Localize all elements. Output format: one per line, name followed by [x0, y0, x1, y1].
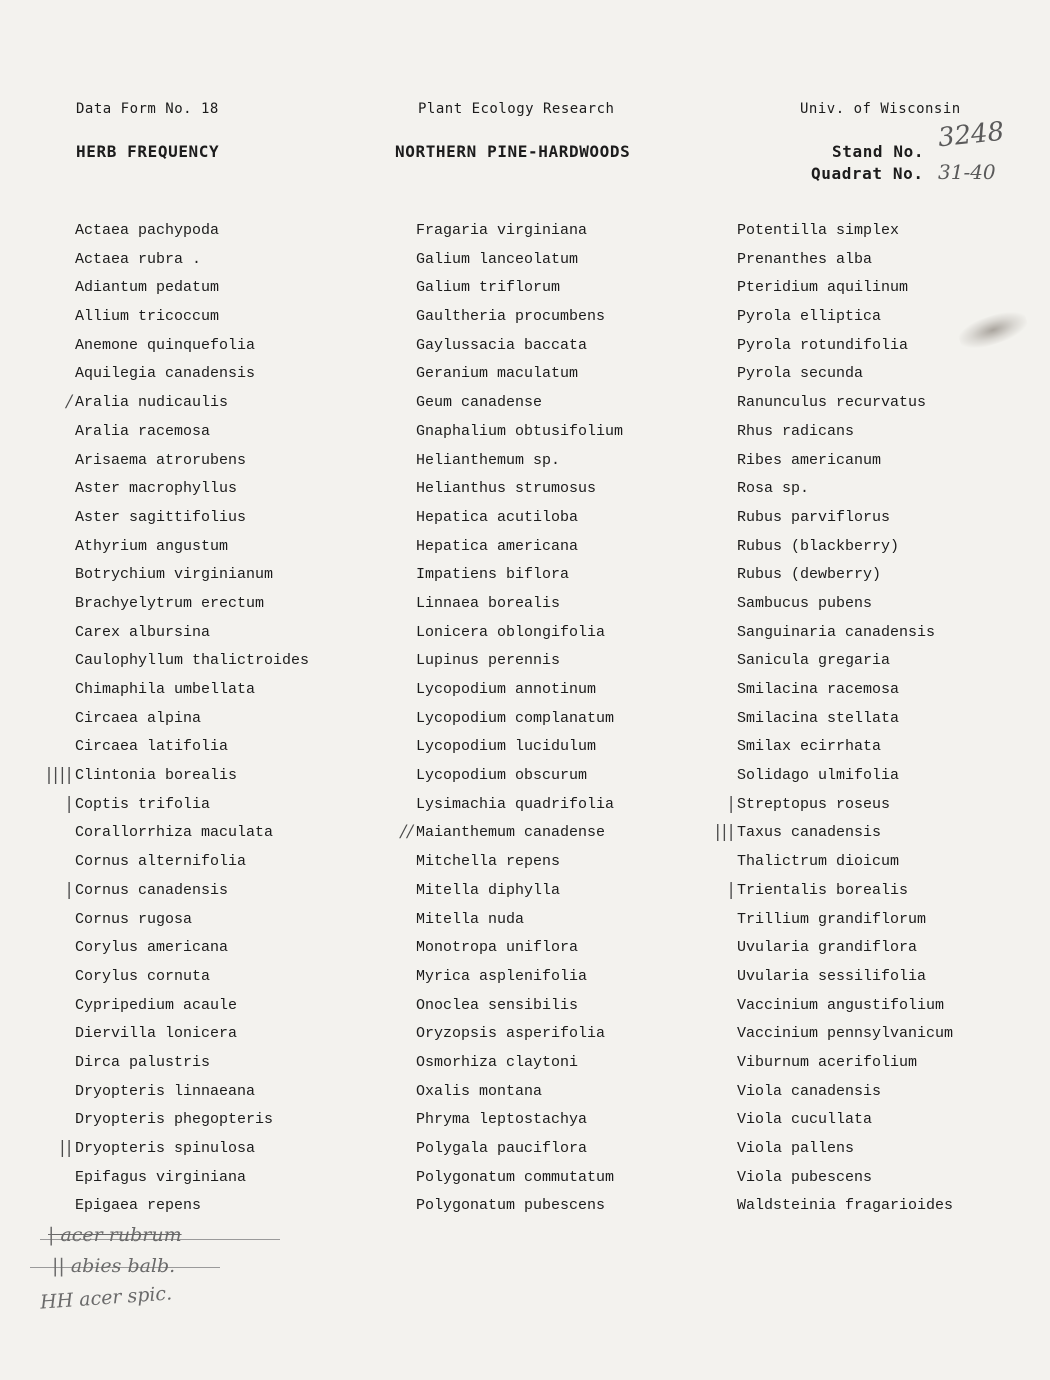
species-row — [75, 1168, 309, 1197]
species-row — [416, 364, 623, 393]
species-name: Anemone quinquefolia — [75, 336, 256, 354]
tally-mark: | — [66, 879, 73, 900]
species-row — [416, 336, 623, 365]
species-row — [416, 221, 623, 250]
species-row — [737, 1082, 953, 1111]
species-name: Thalictrum dioicum — [737, 853, 900, 871]
species-name: Onoclea sensibilis — [416, 996, 579, 1014]
species-row — [75, 910, 309, 939]
species-row — [737, 1024, 953, 1053]
species-row — [75, 1196, 309, 1225]
species-row — [737, 594, 953, 623]
species-name: Viola cucullata — [737, 1111, 873, 1129]
species-column-1 — [46, 221, 310, 1225]
species-row — [416, 250, 623, 279]
species-row — [737, 737, 953, 766]
species-row — [416, 938, 623, 967]
species-column-2 — [400, 221, 624, 1225]
species-row — [737, 996, 953, 1025]
species-name: Cypripedium acaule — [75, 996, 238, 1014]
species-name: Dryopteris spinulosa — [75, 1140, 256, 1157]
species-row — [75, 537, 309, 566]
species-name: Coptis trifolia — [75, 795, 211, 813]
species-name: Geum canadense — [416, 394, 543, 412]
species-name: Polygala pauciflora — [416, 1140, 588, 1157]
species-row — [75, 1082, 309, 1111]
species-row — [75, 709, 309, 738]
tally-mark: |||| — [46, 765, 73, 786]
species-name: Lupinus perennis — [416, 652, 561, 670]
species-name: Corallorrhiza maculata — [75, 824, 274, 842]
tally-mark: | — [728, 793, 735, 814]
species-row — [737, 537, 953, 566]
species-name: Mitchella repens — [416, 853, 561, 871]
species-name: Smilacina stellata — [737, 709, 900, 727]
species-name: Clintonia borealis — [75, 767, 238, 785]
species-row — [416, 1139, 623, 1168]
species-row — [75, 680, 309, 709]
species-name: Maianthemum canadense — [416, 824, 606, 842]
stand-number-label: Stand No. — [832, 142, 925, 161]
species-row — [737, 680, 953, 709]
species-name: Actaea rubra . — [75, 250, 202, 268]
species-name: Lysimachia quadrifolia — [416, 795, 615, 813]
species-row — [737, 422, 953, 451]
species-name: Rubus parviflorus — [737, 508, 891, 526]
species-name: Osmorhiza claytoni — [416, 1053, 579, 1071]
species-name: Gnaphalium obtusifolium — [416, 422, 624, 440]
paper-smudge — [955, 306, 1030, 354]
species-row — [66, 392, 309, 422]
species-name: Corylus americana — [75, 939, 229, 957]
species-name: Vaccinium pennsylvanicum — [737, 1025, 954, 1043]
species-row — [75, 1024, 309, 1053]
species-name: Viola canadensis — [737, 1082, 882, 1100]
species-name: Prenanthes alba — [737, 250, 873, 268]
species-name: Waldsteinia fragarioides — [737, 1197, 954, 1215]
species-row — [737, 336, 953, 365]
species-row — [416, 795, 623, 824]
species-row — [737, 910, 953, 939]
species-name: Polygonatum commutatum — [416, 1168, 615, 1186]
species-row — [416, 508, 623, 537]
species-row — [75, 422, 309, 451]
species-row — [416, 996, 623, 1025]
tally-mark: || — [59, 1138, 73, 1158]
species-name: Dryopteris linnaeana — [75, 1082, 256, 1100]
species-name: Vaccinium angustifolium — [737, 996, 945, 1014]
species-name: Arisaema atrorubens — [75, 451, 247, 469]
species-name: Rosa sp. — [737, 480, 810, 498]
species-name: Aralia racemosa — [75, 422, 211, 440]
species-row — [416, 1082, 623, 1111]
species-row — [416, 1110, 623, 1139]
species-row — [75, 278, 309, 307]
species-row — [714, 822, 953, 852]
community-type: NORTHERN PINE-HARDWOODS — [395, 142, 631, 161]
species-name: Rubus (blackberry) — [737, 537, 900, 555]
species-name: Rubus (dewberry) — [737, 566, 882, 584]
species-name: Carex albursina — [75, 623, 211, 641]
organization-name: Plant Ecology Research — [418, 101, 615, 117]
species-row — [737, 852, 953, 881]
species-row — [66, 793, 309, 824]
species-name: Athyrium angustum — [75, 537, 229, 555]
species-row — [737, 938, 953, 967]
species-name: Hepatica acutiloba — [416, 508, 579, 526]
species-row — [75, 364, 309, 393]
species-name: Gaylussacia baccata — [416, 336, 588, 354]
species-name: Geranium maculatum — [416, 365, 579, 383]
species-name: Pyrola elliptica — [737, 308, 882, 326]
species-name: Viola pubescens — [737, 1168, 873, 1186]
species-row — [737, 307, 953, 336]
species-name: Gaultheria procumbens — [416, 308, 606, 326]
species-name: Rhus radicans — [737, 422, 855, 440]
species-row — [46, 765, 309, 795]
species-row — [75, 996, 309, 1025]
species-row — [416, 737, 623, 766]
species-row — [416, 680, 623, 709]
species-name: Oryzopsis asperifolia — [416, 1025, 606, 1043]
species-name: Pyrola rotundifolia — [737, 336, 909, 354]
species-row — [737, 1110, 953, 1139]
species-name: Dirca palustris — [75, 1053, 211, 1071]
tally-mark: ||| — [714, 822, 735, 843]
species-row — [66, 879, 309, 910]
species-row — [75, 451, 309, 480]
species-row — [416, 479, 623, 508]
species-row — [416, 565, 623, 594]
species-row — [75, 221, 309, 250]
species-name: Myrica asplenifolia — [416, 967, 588, 985]
species-row — [416, 1024, 623, 1053]
species-row — [416, 852, 623, 881]
species-name: Smilacina racemosa — [737, 681, 900, 698]
species-name: Caulophyllum thalictroides — [75, 652, 310, 670]
species-name: Aster macrophyllus — [75, 480, 238, 498]
species-row — [737, 1053, 953, 1082]
species-name: Lonicera oblongifolia — [416, 623, 606, 641]
species-name: Corylus cornuta — [75, 967, 211, 985]
tally-mark: | — [66, 793, 73, 814]
species-name: Mitella diphylla — [416, 881, 561, 899]
species-row — [75, 508, 309, 537]
species-name: Aster sagittifolius — [75, 508, 247, 526]
species-name: Botrychium virginianum — [75, 566, 274, 584]
species-name: Smilax ecirrhata — [737, 738, 882, 756]
species-row — [75, 938, 309, 967]
species-row — [75, 565, 309, 594]
species-row — [737, 1196, 953, 1225]
species-name: Pyrola secunda — [737, 365, 864, 383]
species-name: Cornus canadensis — [75, 881, 229, 899]
species-name: Lycopodium complanatum — [416, 709, 615, 727]
species-row — [416, 910, 623, 939]
species-name: Polygonatum pubescens — [416, 1197, 606, 1215]
species-row — [737, 451, 953, 480]
species-row — [75, 737, 309, 766]
species-name: Galium lanceolatum — [416, 250, 579, 268]
species-name: Adiantum pedatum — [75, 279, 220, 297]
species-name: Monotropa uniflora — [416, 939, 579, 957]
species-row — [737, 1168, 953, 1197]
species-name: Allium tricoccum — [75, 308, 220, 326]
species-name: Uvularia sessilifolia — [737, 967, 927, 985]
species-row — [416, 1196, 623, 1225]
species-row — [737, 1139, 953, 1168]
species-row — [737, 479, 953, 508]
species-name: Actaea pachypoda — [75, 222, 220, 239]
species-row — [737, 508, 953, 537]
tally-mark: // — [400, 822, 414, 843]
species-name: Circaea latifolia — [75, 738, 229, 756]
species-row — [728, 879, 953, 910]
species-row — [737, 221, 953, 250]
species-row — [416, 278, 623, 307]
species-row — [75, 967, 309, 996]
stand-number-value: 3248 — [936, 116, 1006, 154]
tally-mark: | — [728, 879, 735, 900]
species-row — [728, 793, 953, 824]
species-name: Viburnum acerifolium — [737, 1053, 918, 1071]
species-row — [400, 822, 623, 852]
species-name: Galium triflorum — [416, 279, 561, 297]
species-name: Impatiens biflora — [416, 566, 570, 584]
species-row — [737, 709, 953, 738]
species-name: Dryopteris phegopteris — [75, 1111, 274, 1129]
species-name: Linnaea borealis — [416, 594, 561, 612]
handwritten-note: || abies balb. — [52, 1255, 176, 1277]
species-row — [737, 278, 953, 307]
species-name: Hepatica americana — [416, 537, 579, 555]
species-name: Ribes americanum — [737, 451, 882, 469]
species-name: Fragaria virginiana — [416, 222, 588, 239]
species-name: Circaea alpina — [75, 709, 202, 727]
species-name: Sanguinaria canadensis — [737, 623, 936, 641]
species-name: Trillium grandiflorum — [737, 910, 927, 928]
species-row — [75, 1053, 309, 1082]
university-name: Univ. of Wisconsin — [800, 101, 961, 117]
species-row — [416, 1168, 623, 1197]
species-row — [737, 623, 953, 652]
species-name: Streptopus roseus — [737, 795, 891, 813]
species-row — [75, 852, 309, 881]
species-name: Helianthemum sp. — [416, 451, 561, 469]
species-name: Sanicula gregaria — [737, 652, 891, 670]
species-row — [75, 479, 309, 508]
species-name: Lycopodium annotinum — [416, 681, 597, 698]
species-row — [416, 422, 623, 451]
species-row — [416, 393, 623, 422]
species-row — [416, 537, 623, 566]
species-name: Aquilegia canadensis — [75, 365, 256, 383]
species-row — [737, 250, 953, 279]
species-row — [416, 1053, 623, 1082]
species-name: Lycopodium lucidulum — [416, 738, 597, 756]
species-row — [416, 766, 623, 795]
species-row — [416, 307, 623, 336]
form-number: Data Form No. 18 — [76, 101, 219, 117]
species-name: Ranunculus recurvatus — [737, 394, 927, 412]
species-row — [416, 881, 623, 910]
species-row — [75, 594, 309, 623]
species-name: Oxalis montana — [416, 1082, 543, 1100]
species-row — [737, 364, 953, 393]
quadrat-number-value: 31-40 — [938, 160, 996, 184]
species-row — [416, 594, 623, 623]
species-name: Lycopodium obscurum — [416, 767, 588, 785]
species-name: Epifagus virginiana — [75, 1168, 247, 1186]
species-name: Epigaea repens — [75, 1197, 202, 1215]
species-row — [75, 307, 309, 336]
species-name: Brachyelytrum erectum — [75, 594, 265, 612]
species-row — [737, 651, 953, 680]
species-name: Helianthus strumosus — [416, 480, 597, 498]
handwritten-note: HH acer spic. — [39, 1282, 173, 1314]
species-name: Cornus alternifolia — [75, 853, 247, 871]
species-row — [416, 967, 623, 996]
quadrat-number-label: Quadrat No. — [811, 164, 924, 183]
tally-mark: / — [66, 392, 73, 413]
species-name: Phryma leptostachya — [416, 1111, 588, 1129]
species-row — [75, 1110, 309, 1139]
species-row — [75, 651, 309, 680]
species-column-3 — [714, 221, 954, 1225]
species-row — [737, 565, 953, 594]
species-row — [75, 823, 309, 852]
species-row — [59, 1138, 309, 1168]
species-name: Trientalis borealis — [737, 881, 909, 899]
form-title: HERB FREQUENCY — [76, 142, 220, 161]
species-name: Solidago ulmifolia — [737, 767, 900, 785]
species-name: Diervilla lonicera — [75, 1025, 238, 1043]
handwritten-note: | acer rubrum — [48, 1224, 182, 1246]
species-name: Potentilla simplex — [737, 222, 900, 239]
species-row — [416, 709, 623, 738]
species-row — [75, 623, 309, 652]
species-row — [75, 336, 309, 365]
species-row — [416, 651, 623, 680]
species-row — [737, 393, 953, 422]
species-row — [737, 766, 953, 795]
species-row — [75, 250, 309, 279]
species-name: Viola pallens — [737, 1140, 855, 1157]
species-name: Pteridium aquilinum — [737, 279, 909, 297]
species-name: Cornus rugosa — [75, 910, 193, 928]
species-name: Sambucus pubens — [737, 594, 873, 612]
species-row — [737, 967, 953, 996]
species-name: Aralia nudicaulis — [75, 394, 229, 412]
species-name: Uvularia grandiflora — [737, 939, 918, 957]
species-name: Chimaphila umbellata — [75, 681, 256, 698]
species-row — [416, 623, 623, 652]
species-name: Mitella nuda — [416, 910, 525, 928]
species-row — [416, 451, 623, 480]
species-name: Taxus canadensis — [737, 824, 882, 842]
